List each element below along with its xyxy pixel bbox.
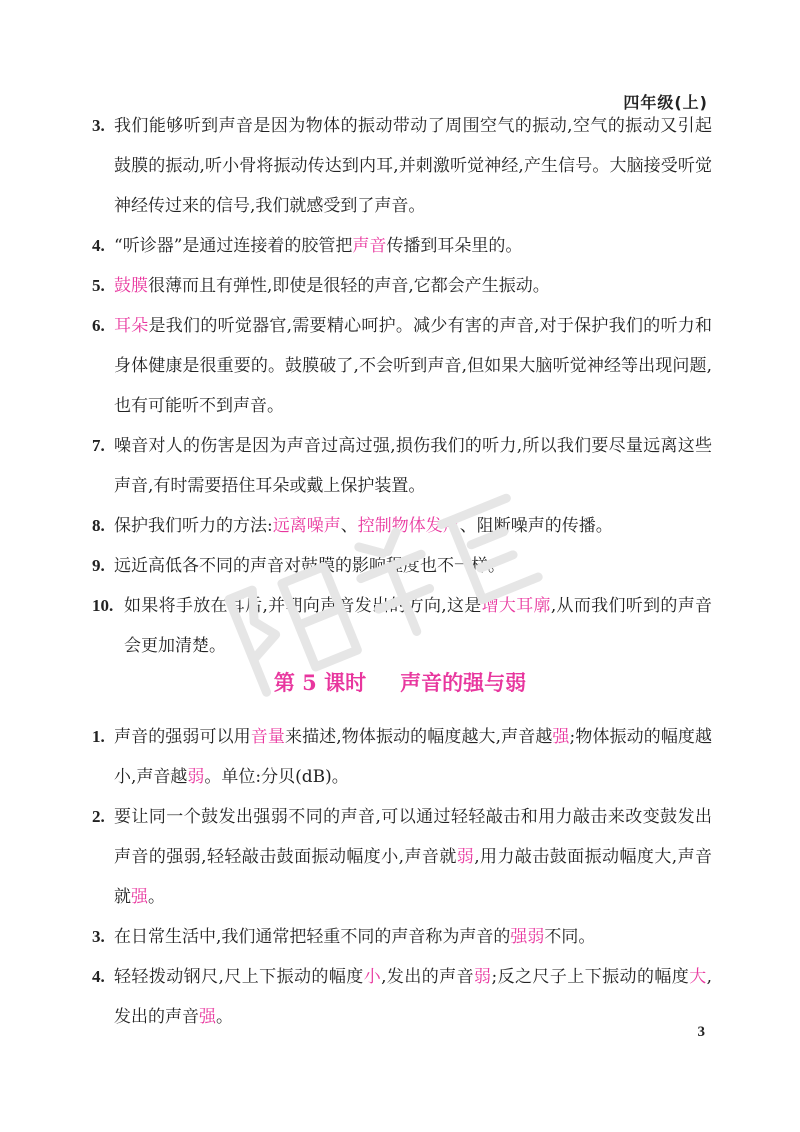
section1-list [92, 106, 712, 666]
item-text: 很薄而且有弹性,即使是很轻的声音,它都会产生振动。 [148, 276, 550, 296]
item-text: 远近高低各不同的声音对鼓膜的影响程度也不一样。 [114, 556, 505, 576]
item-text: ,发出的声音 [114, 967, 713, 1027]
item-text: 。 [148, 887, 165, 907]
item-text: 声音的强弱可以用 [114, 727, 251, 747]
grade-label: 四年级(上) [623, 93, 708, 112]
section2-list [92, 717, 712, 1037]
item-number: 6. [92, 316, 105, 335]
answer-highlight: 控制物体发声 [357, 516, 460, 536]
item-text: ,从而我们听到的声音会更加清楚。 [124, 596, 713, 656]
item-text: 、 [340, 516, 358, 536]
answer-highlight: 强 [552, 727, 570, 747]
answer-highlight: 大 [689, 967, 707, 987]
item-text: 是我们的听觉器官,需要精心呵护。减少有害的声音,对于保护我们的听力和身体健康是很重要的。鼓膜破了,不会听到声音,但如果大脑听觉神经等出现问题,也有可能听不到声音。 [114, 316, 712, 416]
item-number: 1. [92, 727, 105, 746]
answer-highlight: 强 [199, 1007, 216, 1027]
item-number: 4. [92, 236, 105, 255]
item-text: 来描述,物体振动的幅度越大,声音越 [284, 727, 553, 747]
answer-highlight: 鼓膜 [114, 276, 148, 296]
item-text: 传播到耳朵里的。 [386, 236, 523, 256]
item-text: ,用力敲击鼓面振动幅度大,声音就 [114, 847, 713, 907]
list-item [92, 546, 712, 586]
lesson-title: 声音的强与弱 [400, 670, 527, 695]
answer-highlight: 耳朵 [114, 316, 149, 336]
list-item [92, 717, 712, 797]
answer-highlight: 强弱 [510, 927, 545, 947]
item-text: 。 [216, 1007, 233, 1027]
item-text: 要让同一个鼓发出强弱不同的声音,可以通过轻轻敲击和用力敲击来改变鼓发出声音的强弱,轻轻敲击鼓面振动幅度小,声音就 [114, 807, 712, 867]
item-text: ;反之尺子上下振动的幅度 [491, 967, 690, 987]
answer-highlight: 小 [363, 967, 382, 987]
list-item [92, 586, 712, 666]
item-text: 不同。 [544, 927, 596, 947]
answer-highlight: 远离噪声 [272, 516, 341, 536]
list-item [92, 917, 712, 957]
list-item [92, 426, 712, 506]
item-text: “听诊器”是通过连接着的胶管把 [114, 236, 353, 256]
list-item [92, 226, 712, 266]
answer-highlight: 弱 [187, 767, 205, 787]
item-text: 保护我们听力的方法: [114, 516, 273, 536]
list-item [92, 306, 712, 426]
item-number: 3. [92, 927, 105, 946]
item-text: 在日常生活中,我们通常把轻重不同的声音称为声音的 [114, 927, 511, 947]
item-number: 9. [92, 556, 105, 575]
item-text: ,发出的声音 [381, 967, 475, 987]
answer-highlight: 强 [131, 887, 148, 907]
item-number: 2. [92, 807, 105, 826]
answer-highlight: 音量 [250, 727, 285, 747]
answer-highlight: 增大耳廓 [481, 596, 551, 616]
item-text: 我们能够听到声音是因为物体的振动带动了周围空气的振动,空气的振动又引起鼓膜的振动,听小骨将振动传达到内耳,并刺激听觉神经,产生信号。大脑接受听觉神经传过来的信号,我们就感受到了声音。 [114, 116, 712, 216]
item-text: 、阻断噪声的传播。 [459, 516, 613, 536]
item-text: 噪音对人的伤害是因为声音过高过强,损伤我们的听力,所以我们要尽量远离这些声音,有时需要捂住耳朵或戴上保护装置。 [114, 436, 712, 496]
list-item [92, 266, 712, 306]
list-item [92, 106, 712, 226]
item-number: 3. [92, 116, 105, 135]
list-item [92, 506, 712, 546]
page-number: 3 [697, 1024, 705, 1040]
item-text: ;物体振动的幅度越小,声音越 [114, 727, 713, 787]
answer-highlight: 声音 [352, 236, 387, 256]
answer-highlight: 弱 [456, 847, 475, 867]
section-title [0, 667, 800, 697]
item-number: 10. [92, 596, 114, 615]
item-number: 5. [92, 276, 105, 295]
list-item [92, 957, 712, 1037]
item-text: 。单位:分贝(dB)。 [204, 767, 349, 787]
answer-highlight: 弱 [474, 967, 492, 987]
item-text: 轻轻拨动钢尺,尺上下振动的幅度 [114, 967, 364, 987]
item-text: 如果将手放在耳后,并朝向声音发出的方向,这是 [124, 596, 482, 616]
list-item [92, 797, 712, 917]
lesson-number: 第 5 课时 [273, 670, 367, 695]
item-number: 7. [92, 436, 105, 455]
item-number: 8. [92, 516, 105, 535]
item-number: 4. [92, 967, 105, 986]
